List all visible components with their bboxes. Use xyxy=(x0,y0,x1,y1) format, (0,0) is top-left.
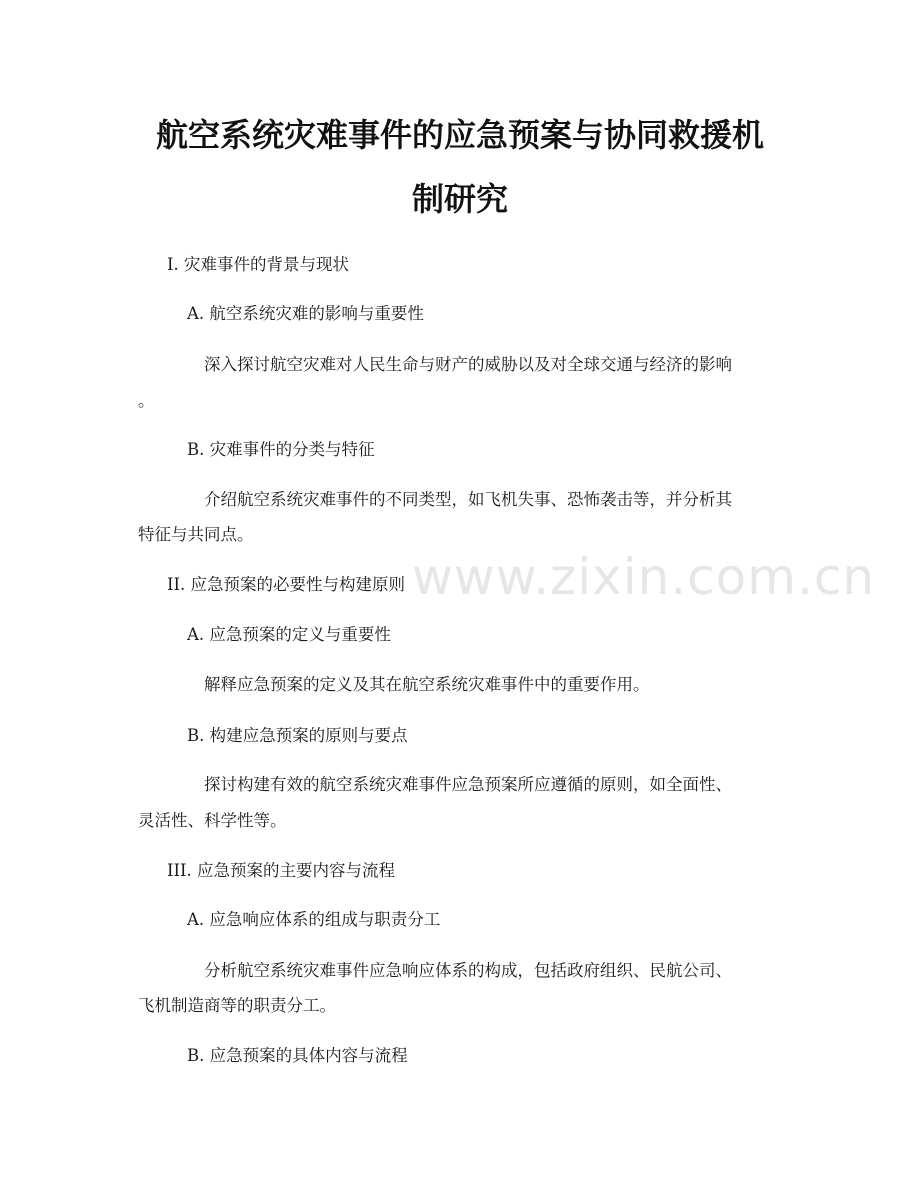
paragraph-3a-line-1: 分析航空系统灾难事件应急响应体系的构成，包括政府组织、民航公司、 xyxy=(204,961,732,980)
section-heading-1: I. 灾难事件的背景与现状 xyxy=(167,255,350,274)
document-title-line-1: 航空系统灾难事件的应急预案与协同救援机 xyxy=(155,116,764,154)
paragraph-1b-line-2: 特征与共同点。 xyxy=(138,525,254,544)
paragraph-2a-line-1: 解释应急预案的定义及其在航空系统灾难事件中的重要作用。 xyxy=(204,675,650,694)
document-title-line-2: 制研究 xyxy=(411,180,508,218)
paragraph-2b-line-1: 探讨构建有效的航空系统灾难事件应急预案所应遵循的原则，如全面性、 xyxy=(204,775,732,794)
paragraph-3a-line-2: 飞机制造商等的职责分工。 xyxy=(138,996,336,1015)
paragraph-1a-line-2: 。 xyxy=(138,391,155,410)
watermark: www.zixin.com.cn xyxy=(412,548,876,606)
subsection-heading-2b: B. 构建应急预案的原则与要点 xyxy=(187,726,408,745)
paragraph-2b-line-2: 灵活性、科学性等。 xyxy=(138,811,287,830)
subsection-heading-1a: A. 航空系统灾难的影响与重要性 xyxy=(187,304,424,323)
paragraph-1b-line-1: 介绍航空系统灾难事件的不同类型，如飞机失事、恐怖袭击等，并分析其 xyxy=(204,490,732,509)
paragraph-1a-line-1: 深入探讨航空灾难对人民生命与财产的威胁以及对全球交通与经济的影响 xyxy=(204,355,732,374)
section-heading-2: II. 应急预案的必要性与构建原则 xyxy=(167,575,406,594)
subsection-heading-3a: A. 应急响应体系的组成与职责分工 xyxy=(187,910,441,929)
subsection-heading-3b: B. 应急预案的具体内容与流程 xyxy=(187,1046,408,1065)
subsection-heading-1b: B. 灾难事件的分类与特征 xyxy=(187,440,375,459)
section-heading-3: III. 应急预案的主要内容与流程 xyxy=(167,861,396,880)
subsection-heading-2a: A. 应急预案的定义与重要性 xyxy=(187,625,391,644)
